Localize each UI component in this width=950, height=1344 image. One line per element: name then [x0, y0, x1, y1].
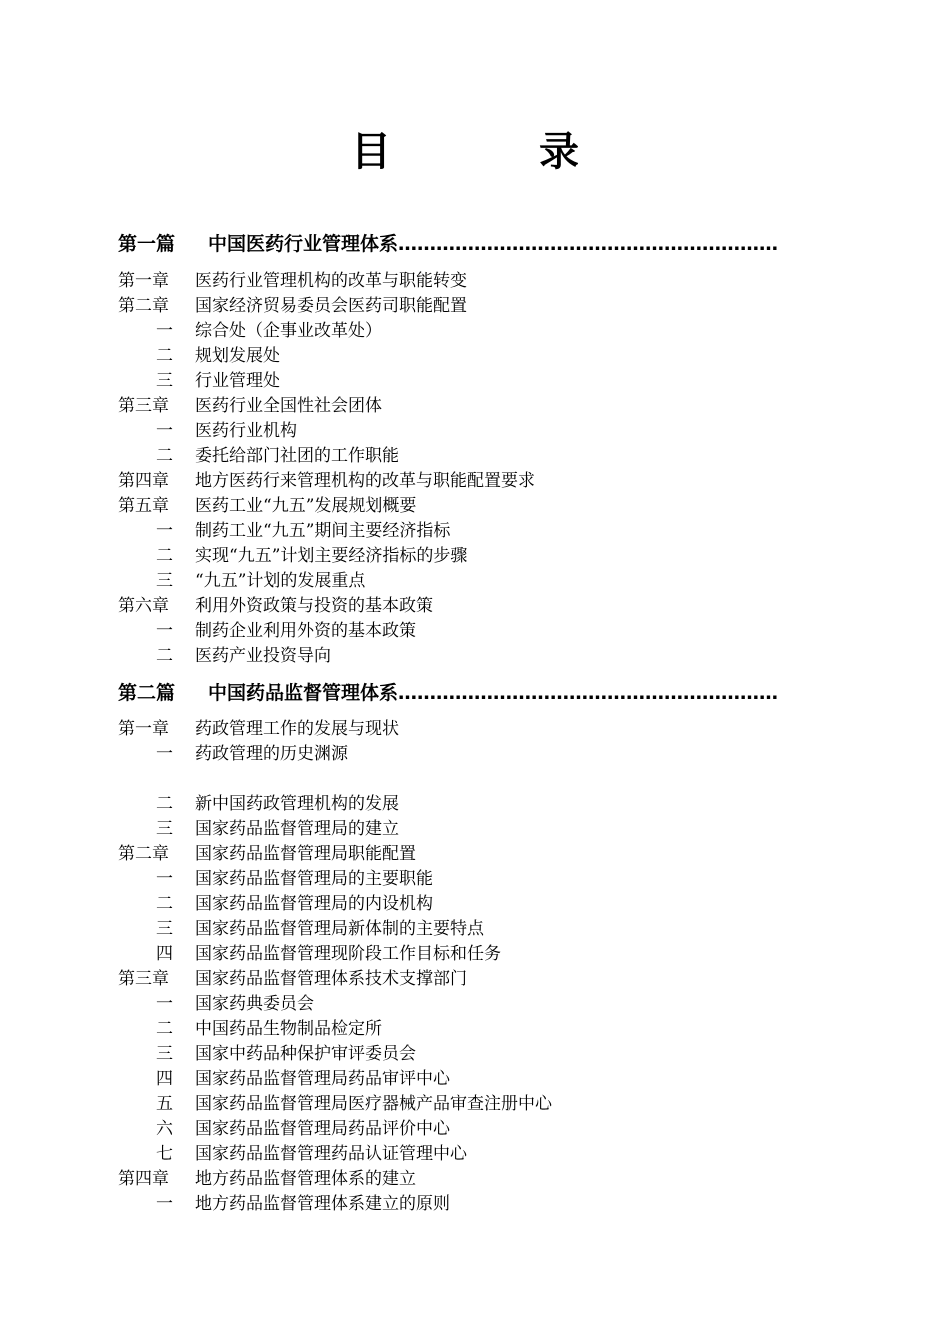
- section-number: 二: [156, 794, 173, 814]
- chapter-number: 第四章: [118, 471, 169, 491]
- chapter-title: 国家药品监督管理体系技术支撑部门: [195, 969, 467, 989]
- section-title: 国家药品监督管理局的内设机构: [195, 894, 433, 914]
- chapter-title: 药政管理工作的发展与现状: [195, 719, 399, 739]
- section-number: 二: [156, 646, 173, 666]
- chapter-title: 医药工业“九五”发展规划概要: [195, 496, 417, 516]
- chapter-title: 地方药品监督管理体系的建立: [195, 1169, 416, 1189]
- chapter-title: 国家药品监督管理局职能配置: [195, 844, 416, 864]
- chapter-number: 第六章: [118, 596, 169, 616]
- chapter-number: 第一章: [118, 271, 169, 291]
- toc-section-entry: [118, 1192, 878, 1217]
- section-title: 药政管理的历史渊源: [195, 744, 348, 764]
- section-title: 国家药品监督管理局的建立: [195, 819, 399, 839]
- section-number: 一: [156, 994, 173, 1014]
- toc-chapter-entry: [118, 842, 878, 867]
- section-title: 新中国药政管理机构的发展: [195, 794, 399, 814]
- section-title: 国家中药品种保护审评委员会: [195, 1044, 416, 1064]
- part-1-entry-list: [118, 269, 878, 669]
- section-number: 四: [156, 1069, 173, 1089]
- section-number: 一: [156, 744, 173, 764]
- section-number: 五: [156, 1094, 173, 1114]
- chapter-title: 医药行业全国性社会团体: [195, 396, 382, 416]
- toc-chapter-entry: [118, 967, 878, 992]
- section-number: 七: [156, 1144, 173, 1164]
- section-title: 中国药品生物制品检定所: [195, 1019, 382, 1039]
- section-title: 国家药品监督管理局新体制的主要特点: [195, 919, 484, 939]
- toc-chapter-entry: [118, 594, 878, 619]
- toc-section-entry: [118, 519, 878, 544]
- chapter-title: 医药行业管理机构的改革与职能转变: [195, 271, 467, 291]
- page-title: 目 录: [351, 129, 633, 175]
- section-number: 三: [156, 819, 173, 839]
- toc-section-entry: [118, 544, 878, 569]
- section-title: 国家药品监督管理局的主要职能: [195, 869, 433, 889]
- chapter-number: 第三章: [118, 396, 169, 416]
- toc-chapter-entry: [118, 394, 878, 419]
- toc-section-entry: [118, 1092, 878, 1117]
- toc-section-entry: [118, 419, 878, 444]
- section-title: 规划发展处: [195, 346, 280, 366]
- section-number: 三: [156, 919, 173, 939]
- chapter-number: 第五章: [118, 496, 169, 516]
- toc-section-entry: [118, 569, 878, 594]
- toc-section-entry: [118, 817, 878, 842]
- toc-section-entry: [118, 444, 878, 469]
- toc-section-entry: [118, 369, 878, 394]
- section-number: 三: [156, 1044, 173, 1064]
- section-title: 实现“九五”计划主要经济指标的步骤: [195, 546, 468, 566]
- toc-section-entry: [118, 1142, 878, 1167]
- toc-section-entry: [118, 917, 878, 942]
- part-number: 第一篇: [118, 233, 176, 255]
- toc-section-entry: [118, 792, 878, 817]
- toc-chapter-entry: [118, 469, 878, 494]
- chapter-title: 利用外资政策与投资的基本政策: [195, 596, 433, 616]
- chapter-number: 第三章: [118, 969, 169, 989]
- toc-section-entry: [118, 344, 878, 369]
- chapter-title: 国家经济贸易委员会医药司职能配置: [195, 296, 467, 316]
- section-title: 国家药品监督管理局药品审评中心: [195, 1069, 450, 1089]
- toc-section-entry: [118, 867, 878, 892]
- toc-chapter-entry: [118, 717, 878, 742]
- part-heading-2: [118, 679, 832, 707]
- toc-chapter-entry: [118, 294, 878, 319]
- toc-section-entry: [118, 1067, 878, 1092]
- section-number: 二: [156, 446, 173, 466]
- toc-section-entry: [118, 1017, 878, 1042]
- section-title: 医药产业投资导向: [195, 646, 331, 666]
- section-number: 四: [156, 944, 173, 964]
- section-number: 一: [156, 421, 173, 441]
- section-title: 制药企业利用外资的基本政策: [195, 621, 416, 641]
- toc-section-entry: [118, 892, 878, 917]
- toc-chapter-entry: [118, 494, 878, 519]
- section-number: 一: [156, 869, 173, 889]
- section-number: 一: [156, 521, 173, 541]
- section-title: 国家药典委员会: [195, 994, 314, 1014]
- chapter-number: 第四章: [118, 1169, 169, 1189]
- blank-line: [118, 767, 878, 792]
- toc-section-entry: [118, 942, 878, 967]
- section-title: 医药行业机构: [195, 421, 297, 441]
- toc-chapter-entry: [118, 269, 878, 294]
- section-number: 三: [156, 571, 173, 591]
- section-number: 六: [156, 1119, 173, 1139]
- toc-section-entry: [118, 619, 878, 644]
- section-number: 一: [156, 621, 173, 641]
- section-title: 国家药品监督管理局药品评价中心: [195, 1119, 450, 1139]
- toc-section-entry: [118, 319, 878, 344]
- toc-chapter-entry: [118, 1167, 878, 1192]
- chapter-number: 第二章: [118, 844, 169, 864]
- part-title: 中国医药行业管理体系: [208, 233, 399, 255]
- toc-section-entry: [118, 1117, 878, 1142]
- section-title: 委托给部门社团的工作职能: [195, 446, 399, 466]
- section-title: 国家药品监督管理现阶段工作目标和任务: [195, 944, 501, 964]
- chapter-number: 第一章: [118, 719, 169, 739]
- section-number: 二: [156, 1019, 173, 1039]
- section-title: 综合处（企事业改革处）: [195, 321, 382, 341]
- section-number: 一: [156, 1194, 173, 1214]
- part-title: 中国药品监督管理体系: [208, 682, 399, 704]
- dot-leader: ……………………………………………………: [398, 682, 779, 704]
- part-2-entry-list: [118, 717, 878, 1217]
- dot-leader: ……………………………………………………: [398, 233, 779, 255]
- chapter-number: 第二章: [118, 296, 169, 316]
- section-number: 一: [156, 321, 173, 341]
- section-number: 二: [156, 894, 173, 914]
- section-title: 地方药品监督管理体系建立的原则: [195, 1194, 450, 1214]
- section-title: 制药工业“九五”期间主要经济指标: [195, 521, 451, 541]
- section-title: 国家药品监督管理药品认证管理中心: [195, 1144, 467, 1164]
- toc-section-entry: [118, 1042, 878, 1067]
- section-title: 国家药品监督管理局医疗器械产品审查注册中心: [195, 1094, 552, 1114]
- part-heading-1: [118, 230, 832, 258]
- section-number: 三: [156, 371, 173, 391]
- section-number: 二: [156, 346, 173, 366]
- chapter-title: 地方医药行来管理机构的改革与职能配置要求: [195, 471, 535, 491]
- toc-section-entry: [118, 742, 878, 767]
- section-title: “九五”计划的发展重点: [195, 571, 366, 591]
- section-number: 二: [156, 546, 173, 566]
- toc-section-entry: [118, 992, 878, 1017]
- part-number: 第二篇: [118, 682, 176, 704]
- section-title: 行业管理处: [195, 371, 280, 391]
- toc-section-entry: [118, 644, 878, 669]
